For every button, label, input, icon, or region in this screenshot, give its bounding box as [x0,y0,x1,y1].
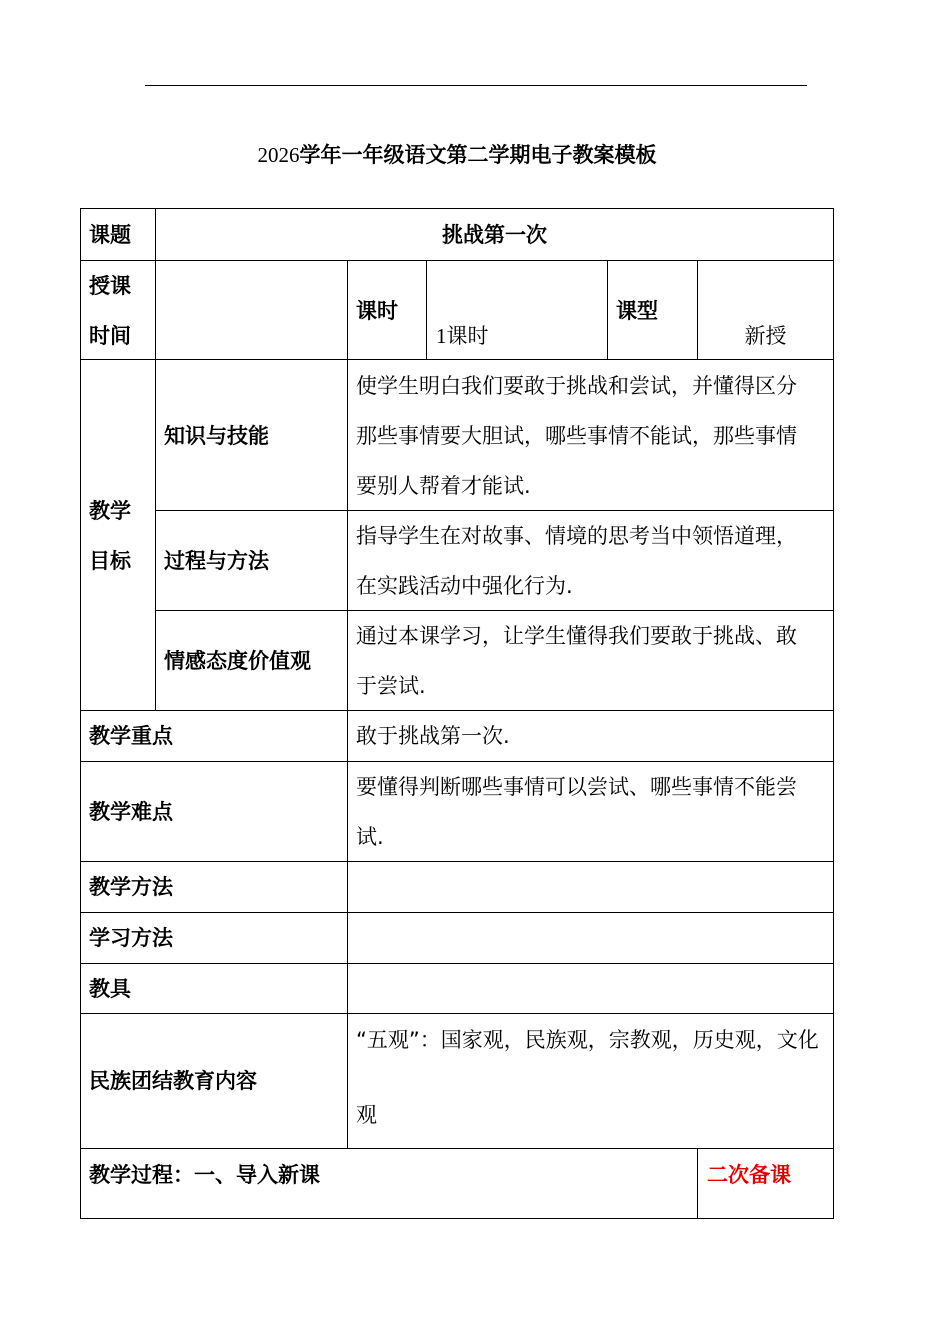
time-label-line2: 时间 [89,324,131,348]
key-point-label: 教学重点 [89,724,173,748]
key-point-value: 敢于挑战第一次. [356,724,510,748]
title-year: 2026 [257,143,300,167]
topic-value: 挑战第一次 [442,223,547,247]
ethnic-unity-label: 民族团结教育内容 [89,1069,257,1093]
ethnic-unity-line: 观 [356,1103,377,1127]
row-divider [80,260,834,261]
objectives-label-line2: 目标 [89,549,131,573]
teaching-method-label: 教学方法 [89,875,173,899]
knowledge-line: 使学生明白我们要敢于挑战和尝试，并懂得区分 [356,374,797,398]
learning-method-label: 学习方法 [89,926,173,950]
col-divider [347,260,348,1149]
row-divider [80,861,834,862]
process-method-label: 过程与方法 [164,549,269,573]
teaching-process-label: 教学过程：一、导入新课 [89,1163,320,1187]
row-divider [80,1013,834,1014]
emotion-label: 情感态度价值观 [164,649,311,673]
title-text: 学年一年级语文第二学期电子教案模板 [299,143,657,167]
period-unit: 课时 [446,324,489,348]
table-border-left [80,208,81,1219]
time-label-line1: 授课 [89,274,131,298]
knowledge-line: 要别人帮着才能试. [356,474,531,498]
emotion-line: 于尝试. [356,674,426,698]
period-number: 1 [436,324,447,348]
difficult-point-line: 要懂得判断哪些事情可以尝试、哪些事情不能尝 [356,775,797,799]
period-label: 课时 [356,299,398,323]
second-prep-label: 二次备课 [707,1163,791,1187]
difficult-point-line: 试. [356,825,384,849]
teaching-tools-label: 教具 [89,977,131,1001]
col-divider [155,208,156,711]
type-value: 新授 [744,324,787,348]
table-border-top [80,208,834,209]
knowledge-line: 那些事情要大胆试，哪些事情不能试，那些事情 [356,424,797,448]
row-divider [80,963,834,964]
period-value [436,311,489,361]
ethnic-unity-line: “五观”：国家观，民族观，宗教观，历史观，文化 [356,1028,819,1052]
process-method-line: 指导学生在对故事、情境的思考当中领悟道理， [356,524,797,548]
col-divider [697,1148,698,1219]
process-method-line: 在实践活动中强化行为. [356,574,573,598]
topic-label: 课题 [89,223,131,247]
objectives-label-line1: 教学 [89,499,131,523]
row-divider [80,912,834,913]
row-divider [80,1148,834,1149]
col-divider [426,260,427,360]
difficult-point-label: 教学难点 [89,800,173,824]
table-border-bottom [80,1218,834,1219]
emotion-line: 通过本课学习，让学生懂得我们要敢于挑战、敢 [356,624,797,648]
knowledge-label: 知识与技能 [164,424,269,448]
col-divider [607,260,608,360]
type-label: 课型 [616,299,658,323]
